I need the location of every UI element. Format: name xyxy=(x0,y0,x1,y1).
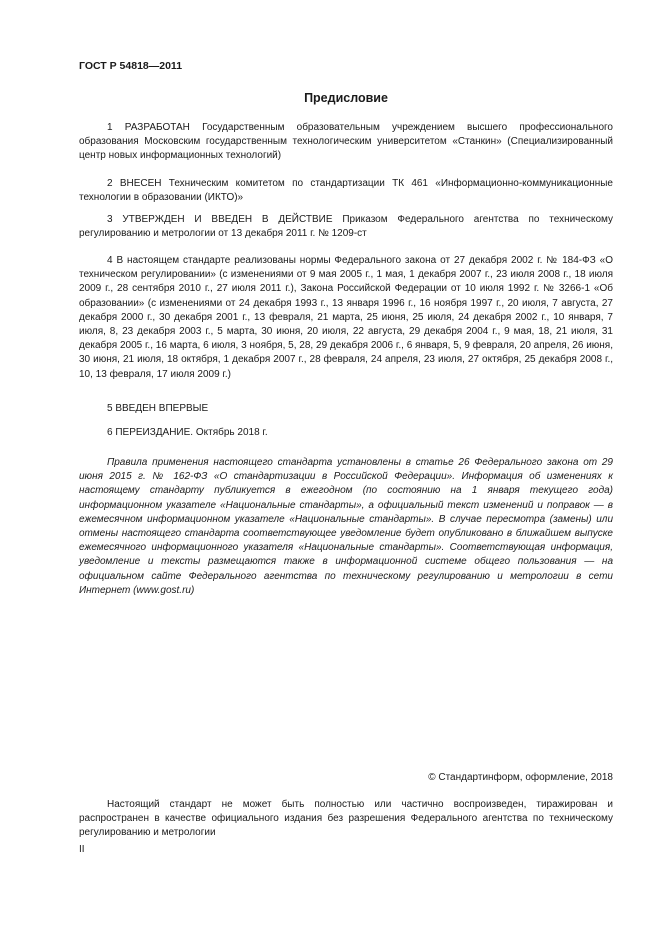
paragraph-1-developed-by: 1 РАЗРАБОТАН Государственным образовательным учреждением высшего профессионального образования Московским государственным технологическим университетом «Станкин» (Специализированный центр новых информационных технологий) xyxy=(79,122,613,162)
paragraph-4-legal-norms: 4 В настоящем стандарте реализованы нормы Федерального закона от 27 декабря 2002 г. № 184-ФЗ «О техническом регулировании» (с изменениями от 9 мая 2005 г., 1 мая, 1 декабря 2007 г., 23 июля 2008 г., 18 июля 2009 г., 28 сентября 2010 г., 27 июля 2011 г.), Закона Российской Федерации от 10 июля 1992 г. № 3266-1 «Об образовании» (с изменениями от 24 декабря 1993 г., 13 января 1996 г., 16 ноября 1997 г., 20 июля, 7 августа, 27 декабря 2000 г., 30 декабря 2001 г., 13 февраля, 21 марта, 25 июня, 25 июля, 24 декабря 2002 г., 10 января, 7 июля, 8, 23 декабря 2003 г., 5 марта, 30 июня, 20 июля, 22 августа, 29 декабря 2004 г., 9 мая, 18, 21 июля, 31 декабря 2005 г., 16 марта, 6 июля, 3 ноября, 5, 28, 29 декабря 2006 г., 6 января, 5, 9 февраля, 20 апреля, 26 июня, 30 июня, 21 июля, 18 октября, 1 декабря 2007 г., 28 февраля, 24 апреля, 23 июля, 27 октября, 25 декабря 2008 г., 10, 13 февраля, 17 июля 2009 г.) xyxy=(79,255,613,380)
paragraph-5-first-introduced: 5 ВВЕДЕН ВПЕРВЫЕ xyxy=(107,403,209,414)
paragraph-3-approved: 3 УТВЕРЖДЕН И ВВЕДЕН В ДЕЙСТВИЕ Приказом Федерального агентства по техническому регулированию и метрологии от 13 декабря 2011 г. № 1209-ст xyxy=(79,214,613,240)
page-title: Предисловие xyxy=(304,91,388,105)
paragraph-2-introduced-by: 2 ВНЕСЕН Техническим комитетом по стандартизации ТК 461 «Информационно-коммуникационные технологии в образовании (ИКТО)» xyxy=(79,178,613,204)
reproduction-notice: Настоящий стандарт не может быть полностью или частично воспроизведен, тиражирован и распространен в качестве официального издания без разрешения Федерального агентства по техническому регулированию и метрологии xyxy=(79,799,613,839)
paragraph-6-reissue: 6 ПЕРЕИЗДАНИЕ. Октябрь 2018 г. xyxy=(107,427,268,438)
page-number: II xyxy=(79,844,85,855)
copyright-line: © Стандартинформ, оформление, 2018 xyxy=(428,772,613,783)
application-rules-notice: Правила применения настоящего стандарта установлены в статье 26 Федерального закона от 29 июня 2015 г. № 162-ФЗ «О стандартизации в Российской Федерации». Информация об изменениях к настоящему стандарту публикуется в ежегодном (по состоянию на 1 января текущего года) информационном указателе «Национальные стандарты», а официальный текст изменений и поправок — в ежемесячном информационном указателе «Национальные стандарты». В случае пересмотра (замены) или отмены настоящего стандарта соответствующее уведомление будет опубликовано в ближайшем выпуске ежемесячного информационного указателя «Национальные стандарты». Соответствующая информация, уведомление и тексты размещаются также в информационной системе общего пользования — на официальном сайте Федерального агентства по техническому регулированию и метрологии в сети Интернет (www.gost.ru) xyxy=(79,457,613,596)
document-code: ГОСТ Р 54818—2011 xyxy=(79,60,183,72)
